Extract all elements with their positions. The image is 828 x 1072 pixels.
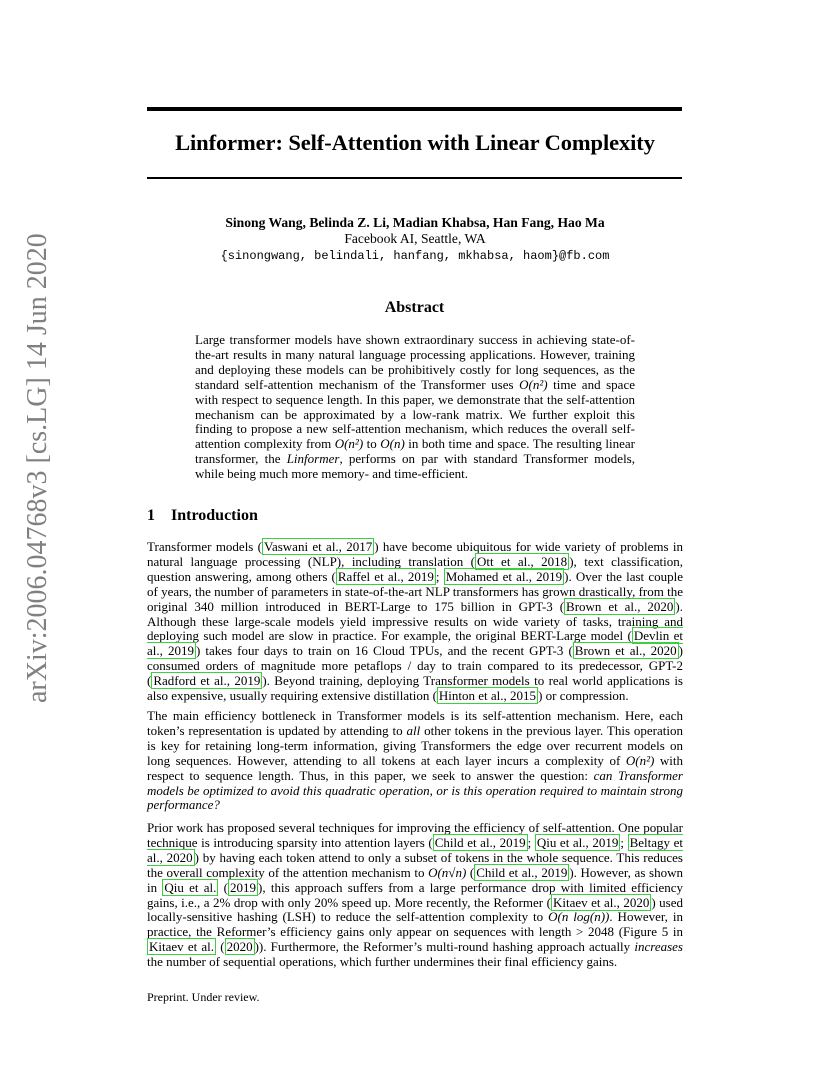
paragraph-text-segment: the number of sequential operations, which further undermines their final efficiency gains.: [147, 954, 618, 970]
citation-link[interactable]: Child et al., 2019: [434, 834, 526, 850]
citation-link[interactable]: Brown et al., 2020: [574, 643, 677, 659]
paper-title: Linformer: Self-Attention with Linear Complexity: [175, 130, 655, 155]
paragraph-text-segment: ) consumed orders of magnitude more petaflops / day to train compared to its predecessor, GPT-2 (: [147, 643, 684, 689]
abstract-text: [195, 333, 635, 482]
paragraph-text-segment: ;: [527, 834, 535, 850]
complexity-formula: O(n²): [334, 436, 364, 452]
citation-link[interactable]: Qiu et al., 2019: [536, 834, 619, 850]
author-names: Sinong Wang, Belinda Z. Li, Madian Khabsa, Han Fang, Hao Ma: [225, 215, 605, 230]
paragraph-text-segment: ), this approach suffers from a large performance drop with limited efficiency gains, i.e., a 2% drop with only 20% speed up. More recently, the Reformer (: [147, 879, 683, 910]
abstract-text-segment: time and space with respect to sequence length. In this paper, we demonstrate that the self-attention mechanism can be approximated by a low-rank matrix. We further exploit this finding to propose a new self-attention mechanism, which reduces the overall self-attention complexity from: [195, 376, 635, 452]
paragraph-text-segment: The main efficiency bottleneck in Transformer models is its self-attention mechanism. Here, each token’s representation is updated by attending to: [147, 708, 683, 738]
citation-link[interactable]: Qiu et al.: [164, 879, 217, 895]
abstract-text-segment: to: [363, 436, 381, 452]
citation-link[interactable]: Ott et al., 2018: [477, 553, 568, 569]
paragraph-text-segment: ). Beyond training, deploying Transformer models to real world applications is also expensive, usually requiring extensive distillation (: [147, 673, 683, 704]
paragraph-text-segment: (: [218, 879, 229, 895]
paragraph-text-segment: ) or compression.: [538, 688, 629, 704]
intro-paragraph-2: [147, 709, 683, 813]
model-name: Linformer: [286, 451, 340, 467]
complexity-formula: O(n²): [625, 752, 655, 768]
citation-link[interactable]: Kitaev et al.: [149, 939, 215, 955]
abstract-text-segment: , performs on par with standard Transformer models, while being much more memory- and time-efficient.: [195, 451, 635, 482]
paragraph-text-segment: ), text classification, question answering, among others (: [147, 553, 683, 584]
abstract-text-segment: Large transformer models have shown extraordinary success in achieving state-of-the-art results in many natural language processing applications. However, training and deploying these models can be prohibitively costly for long sequences, as the standard self-attention mechanism of the Transformer uses: [195, 332, 635, 392]
paragraph-text-segment: ;: [435, 568, 444, 584]
paragraph-text-segment: Transformer models (: [147, 539, 263, 554]
citation-link[interactable]: Mohamed et al., 2019: [445, 568, 563, 584]
citation-link[interactable]: Devlin et al., 2019: [147, 628, 684, 659]
paragraph-text-segment: other tokens in the previous layer. This operation is key for retaining long-term information, giving Transformers the edge over recurrent models on long sequences. However, attending to all tokens at each layer incurs a complexity of: [147, 722, 683, 768]
author-emails: {sinongwang, belindali, hanfang, mkhabsa, haom}@fb.com: [220, 249, 610, 263]
preprint-footer: Preprint. Under review.: [147, 990, 260, 1004]
complexity-formula: O(n log(n)): [548, 909, 610, 925]
emphasis-text: increases: [634, 939, 683, 955]
paragraph-text-segment: ) have become ubiquitous for wide variety of problems in natural language processing (NLP), including translation (: [147, 539, 684, 569]
paragraph-text-segment: ;: [620, 834, 628, 850]
section-title: Introduction: [171, 507, 258, 524]
citation-link[interactable]: 2019: [230, 879, 257, 895]
citation-link[interactable]: Hinton et al., 2015: [438, 688, 537, 704]
citation-link[interactable]: Brown et al., 2020: [566, 598, 674, 614]
paragraph-text-segment: ) used locally-sensitive hashing (LSH) to reduce the self-attention complexity to: [147, 894, 683, 925]
paragraph-text-segment: with respect to sequence length. Thus, in this paper, we seek to answer the question:: [147, 752, 683, 783]
title-bottom-rule: [147, 177, 682, 179]
paragraph-text-segment: ). However, as shown in: [147, 864, 683, 895]
emphasis-text: all: [406, 722, 421, 738]
complexity-formula: O(n²): [519, 376, 548, 392]
intro-paragraph-3: [147, 821, 683, 970]
paragraph-text-segment: ). Over the last couple of years, the number of parameters in state-of-the-art NLP transformers has grown drastically, from the original 340 million introduced in BERT-Large to 175 billion in GPT-3 (: [147, 568, 683, 614]
citation-link[interactable]: Kitaev et al., 2020: [552, 894, 650, 910]
paragraph-text-segment: (: [216, 939, 225, 955]
citation-link[interactable]: Beltagy et al., 2020: [147, 834, 683, 865]
paragraph-text-segment: ). Although these large-scale models yield impressive results on wide variety of tasks, training and deploying such model are slow in practice. For example, the original BERT-Large model (: [147, 598, 683, 644]
citation-link[interactable]: 2020: [226, 939, 253, 955]
complexity-formula: O(n): [380, 436, 405, 452]
abstract-text-segment: in both time and space. The resulting linear transformer, the: [195, 436, 635, 467]
paragraph-text-segment: )). Furthermore, the Reformer’s multi-round hashing approach actually: [254, 939, 635, 955]
paragraph-text-segment: Prior work has proposed several techniques for improving the efficiency of self-attention. One popular technique is introducing sparsity into attention layers (: [147, 820, 683, 850]
title-top-rule: [147, 107, 682, 111]
research-question: can Transformer models be optimized to avoid this quadratic operation, or is this operation required to maintain strong performance?: [147, 767, 683, 813]
arxiv-stamp: arXiv:2006.04768v3 [cs.LG] 14 Jun 2020: [22, 233, 53, 703]
affiliation: Facebook AI, Seattle, WA: [344, 231, 486, 246]
citation-link[interactable]: Raffel et al., 2019: [337, 568, 434, 584]
paragraph-text-segment: ) by having each token attend to only a subset of tokens in the whole sequence. This reduces the overall complexity of the attention mechanism to: [147, 849, 683, 880]
citation-link[interactable]: Radford et al., 2019: [153, 673, 261, 689]
complexity-formula: O(n√n): [428, 864, 467, 880]
citation-link[interactable]: Vaswani et al., 2017: [264, 539, 373, 554]
paragraph-text-segment: . However, in practice, the Reformer’s efficiency gains only appear on sequences with length > 2048 (Figure 5 in: [147, 909, 683, 940]
paragraph-text-segment: ) takes four days to train on 16 Cloud TPUs, and the recent GPT-3 (: [195, 643, 573, 659]
section-number: 1: [147, 507, 155, 524]
author-block: [120, 215, 710, 264]
section-heading-introduction: [147, 507, 258, 525]
paragraph-text-segment: (: [466, 864, 475, 880]
citation-link[interactable]: Child et al., 2019: [476, 864, 568, 880]
intro-paragraph-1: [147, 540, 683, 704]
abstract-heading: Abstract: [384, 299, 445, 316]
